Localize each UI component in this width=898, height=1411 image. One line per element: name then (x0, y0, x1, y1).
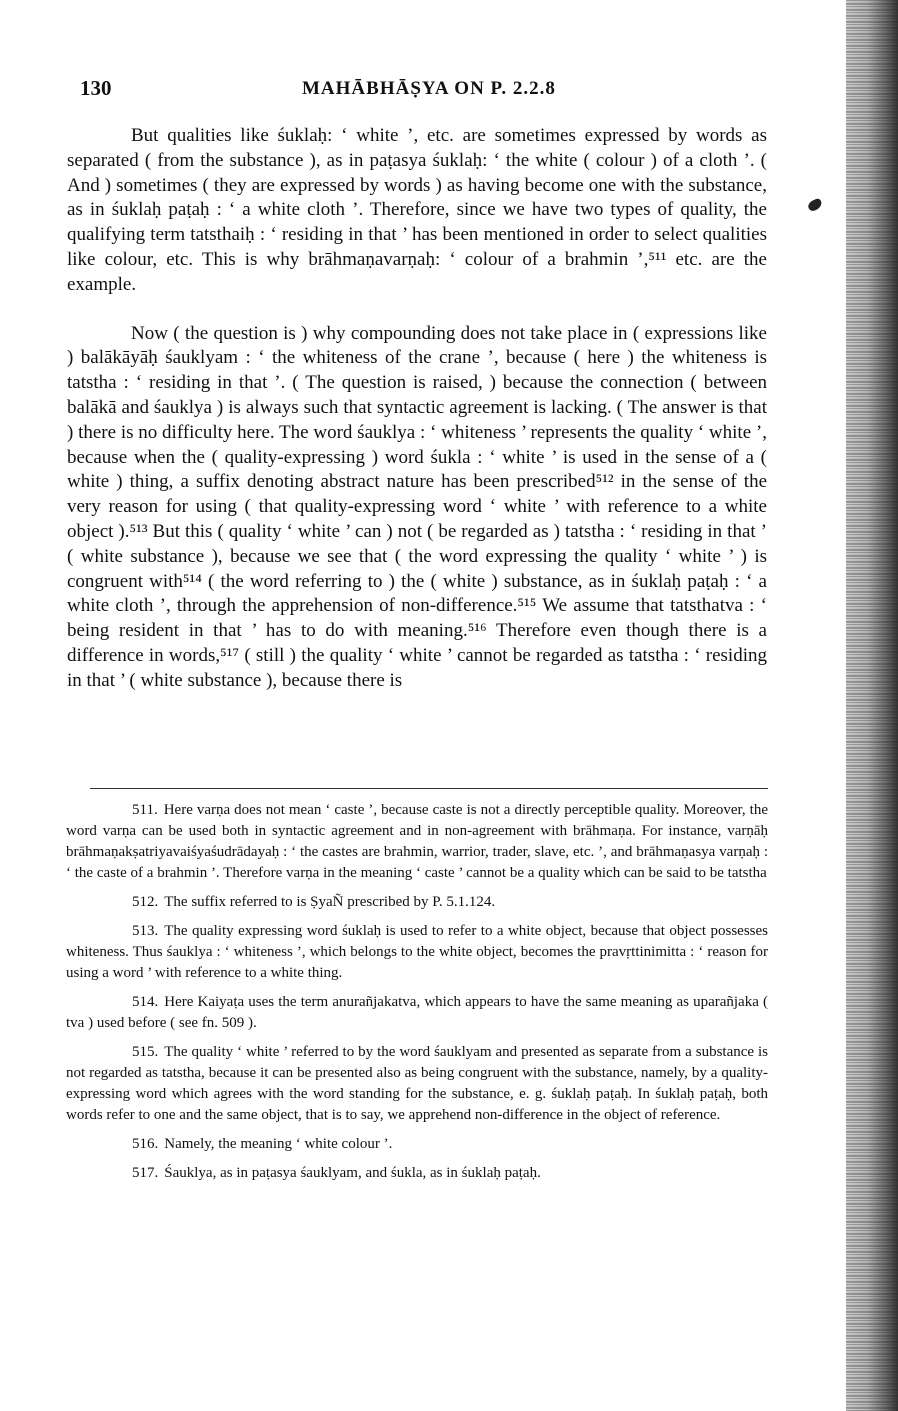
paragraph-1: But qualities like śuklaḥ: ‘ white ’, etc. are sometimes expressed by words as separated ( from the substance ), as in paṭasya śuklaḥ: ‘ the white ( colour ) of a cloth ’. ( And ) sometimes ( they are expressed by words ) as having become one with the substance, as in śuklaḥ paṭaḥ : ‘ a white cloth ’. Therefore, since we have two types of quality, the qualifying term tatsthaiḥ : ‘ residing in that ’ has been mentioned in order to select qualities like colour, etc. This is why brāhmaṇavarṇaḥ: ‘ colour of a brahmin ’,⁵¹¹ etc. are the example. (67, 125, 767, 295)
scanned-page-edge (846, 0, 898, 1411)
footnote-number: 514. (132, 994, 159, 1010)
footnote-number: 517. (132, 1165, 159, 1181)
footnote-515 (66, 1042, 768, 1126)
page-header (80, 76, 770, 106)
footnote-514 (66, 992, 768, 1034)
footnote-text: The quality ‘ white ’ referred to by the word śauklyam and presented as separate from a substance is not regarded as tatstha, because it can be presented also as being congruent with the substance, namely, by a quality-expressing word which agrees with the word standing for the substance, e. g. śuklaḥ paṭaḥ. In śuklaḥ paṭaḥ, both words refer to one and the same object, that is to say, we apprehend non-difference in the object of reference. (66, 1044, 768, 1123)
footnote-text: Śauklya, as in paṭasya śauklyam, and śukla, as in śuklaḥ paṭaḥ. (164, 1165, 541, 1181)
footnote-divider (90, 788, 768, 789)
ink-blot (807, 198, 824, 213)
footnote-text: Here Kaiyaṭa uses the term anurañjakatva, which appears to have the same meaning as uparañjaka ( tva ) used before ( see fn. 509 ). (66, 994, 768, 1031)
footnote-513 (66, 921, 768, 984)
paragraph-2: Now ( the question is ) why compounding does not take place in ( expressions like ) balākāyāḥ śauklyam : ‘ the whiteness of the crane ’, because ( here ) the whiteness is tatstha : ‘ residing in that ’. ( The question is raised, ) because the connection ( between balākā and śauklya ) is always such that syntactic agreement is lacking. ( The answer is that ) there is no difficulty here. The word śauklya : ‘ whiteness ’ represents the quality ‘ white ’, because when the ( quality-expressing ) word śukla : ‘ white ’ is used in the sense of a ( white ) thing, a suffix denoting abstract nature has been prescribed⁵¹² in the sense of the very reason for using ( that quality-expressing word ‘ white ’ with reference to a white object ).⁵¹³ But this ( quality ‘ white ’ can ) not ( be regarded as ) tatstha : ‘ residing in that ’ ( white substance ), because we see that ( the word expressing the quality ‘ white ’ ) is congruent with⁵¹⁴ ( the word referring to ) the ( white ) substance, as in śuklaḥ paṭaḥ : ‘ a white cloth ’, through the apprehension of non-difference.⁵¹⁵ We assume that tatsthatva : ‘ being resident in that ’ has to do with meaning.⁵¹⁶ Therefore even though there is a difference in words,⁵¹⁷ ( still ) the quality ‘ white ’ cannot be regarded as tatstha : ‘ residing in that ’ ( white substance ), because there is (67, 322, 767, 691)
footnote-number: 511. (132, 802, 158, 818)
footnote-text: The quality expressing word śuklaḥ is used to refer to a white object, because that object possesses whiteness. Thus śauklya : ‘ whiteness ’, which belongs to the white object, becomes the pravṛttinimitta : ‘ reason for using a word ’ with reference to a white thing. (66, 923, 768, 981)
footnote-text: The suffix referred to is ṢyaÑ prescribed by P. 5.1.124. (164, 894, 496, 910)
running-title: MAHĀBHĀṢYA ON P. 2.2.8 (302, 78, 556, 99)
footnote-number: 512. (132, 894, 159, 910)
footnote-number: 515. (132, 1044, 159, 1060)
footnote-number: 516. (132, 1136, 159, 1152)
footnote-512 (66, 892, 768, 913)
footnote-text: Namely, the meaning ‘ white colour ’. (164, 1136, 393, 1152)
body-text (67, 124, 767, 694)
footnote-number: 513. (132, 923, 159, 939)
footnote-516 (66, 1134, 768, 1155)
footnote-511 (66, 800, 768, 884)
footnote-517 (66, 1163, 768, 1184)
footnotes (66, 800, 768, 1192)
page-number: 130 (80, 76, 112, 100)
footnote-text: Here varṇa does not mean ‘ caste ’, because caste is not a directly perceptible quality. Moreover, the word varṇa can be used both in syntactic agreement and in non-agreement with brāhmaṇa. For instance, varṇāḥ brāhmaṇakṣatriyavaiśyaśudrādayaḥ : ‘ the castes are brahmin, warrior, trader, slave, etc. ’, and brāhmaṇasya varṇaḥ : ‘ the caste of a brahmin ’. Therefore varṇa in the meaning ‘ caste ’ cannot be a quality which can be said to be tatstha (66, 802, 768, 881)
